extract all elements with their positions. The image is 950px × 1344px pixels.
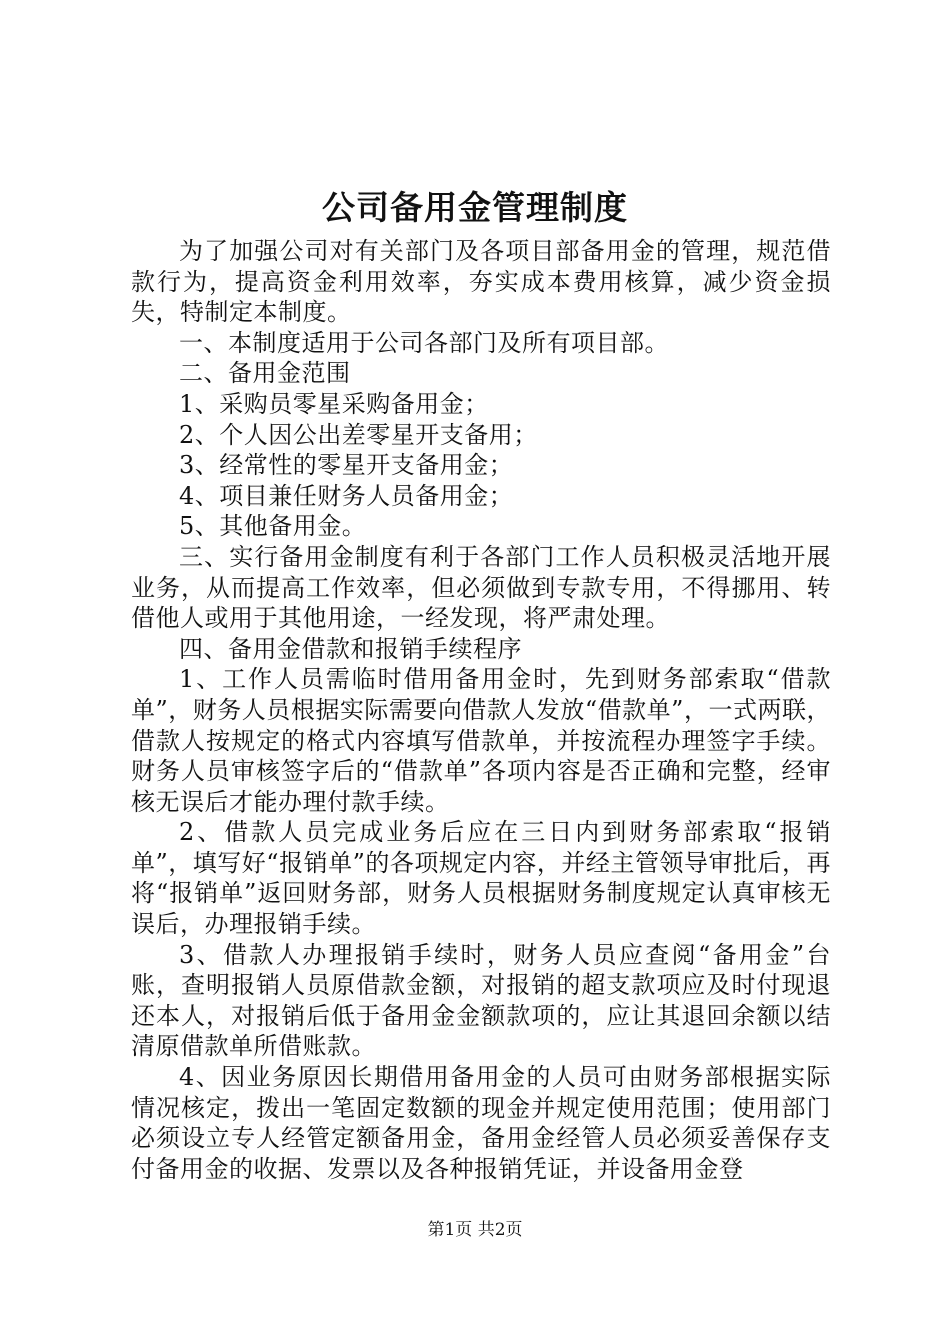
heading-range: 二、备用金范围 xyxy=(179,359,351,388)
paragraph-scope: 一、本制度适用于公司各部门及所有项目部。 xyxy=(179,328,669,357)
list-item: 3、经常性的零星开支备用金； xyxy=(179,451,514,480)
document-body xyxy=(131,236,831,1184)
paragraph-intro: 为了加强公司对有关部门及各项目部备用金的管理，规范借款行为，提高资金利用效率，夯实成本费用核算，减少资金损失，特制定本制度。 xyxy=(131,237,831,327)
paragraph-procedure-2: 2、借款人员完成业务后应在三日内到财务部索取“报销单”，填写好“报销单”的各项规定内容，并经主管领导审批后，再将“报销单”返回财务部，财务人员根据财务制度规定认真审核无误后，办理报销手续。 xyxy=(131,818,831,939)
list-item: 2、个人因公出差零星开支备用； xyxy=(179,420,538,449)
paragraph-procedure-3: 3、借款人办理报销手续时，财务人员应查阅“备用金”台账，查明报销人员原借款金额，对报销的超支款项应及时付现退还本人，对报销后低于备用金金额款项的，应让其退回余额以结清原借款单所借账款。 xyxy=(131,940,831,1061)
document-title: 公司备用金管理制度 xyxy=(322,188,628,227)
paragraph-benefit: 三、实行备用金制度有利于各部门工作人员积极灵活地开展业务，从而提高工作效率，但必须做到专款专用，不得挪用、转借他人或用于其他用途，一经发现，将严肃处理。 xyxy=(131,542,831,633)
paragraph-procedure-4: 4、因业务原因长期借用备用金的人员可由财务部根据实际情况核定，拨出一笔固定数额的现金并规定使用范围；使用部门必须设立专人经管定额备用金，备用金经管人员必须妥善保存支付备用金的收据、发票以及各种报销凭证，并设备用金登 xyxy=(131,1063,831,1183)
list-item: 5、其他备用金。 xyxy=(179,512,367,541)
heading-procedure: 四、备用金借款和报销手续程序 xyxy=(179,634,522,663)
list-item: 4、项目兼任财务人员备用金； xyxy=(179,481,514,510)
list-item: 1、采购员零星采购备用金； xyxy=(179,389,489,418)
paragraph-procedure-1: 1、工作人员需临时借用备用金时，先到财务部索取“借款单”，财务人员根据实际需要向借款人发放“借款单”，一式两联，借款人按规定的格式内容填写借款单，并按流程办理签字手续。财务人员审核签字后的“借款单”各项内容是否正确和完整，经审核无误后才能办理付款手续。 xyxy=(131,665,831,816)
page-footer: 第1页 共2页 xyxy=(427,1220,523,1240)
